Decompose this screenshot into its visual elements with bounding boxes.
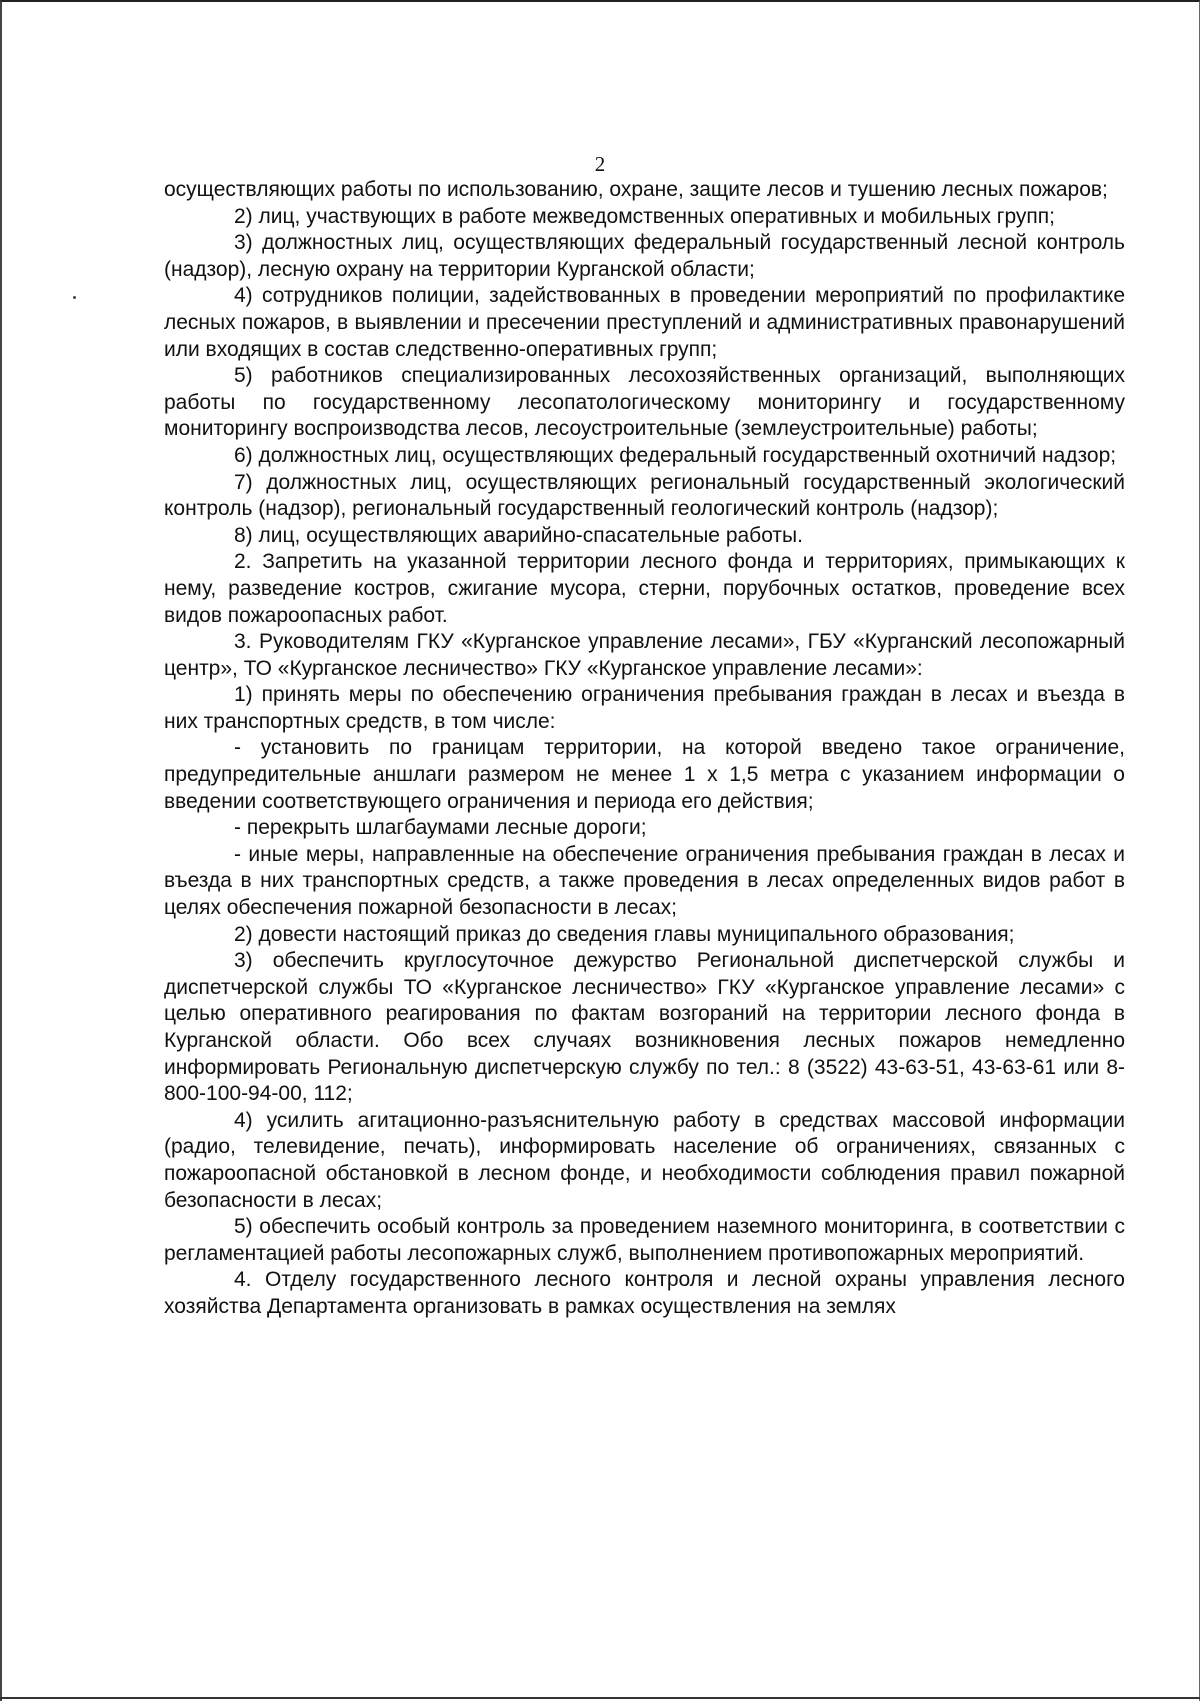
paragraph: 4) сотрудников полиции, задействованных в проведении мероприятий по профилактике лесных пожаров, в выявлении и пресечении преступлений и административных правонарушений или входящих в состав следственно-оперативных групп; [164, 284, 1125, 361]
paragraph: 2) довести настоящий приказ до сведения главы муниципального образования; [234, 922, 1015, 946]
paragraph: 5) работников специализированных лесохозяйственных организаций, выполняющих работы по государственному лесопатологическому мониторингу и государственному мониторингу воспроизводства лесов, лесоустроительные (землеустроительные) работы; [164, 364, 1125, 441]
paragraph: 8) лиц, осуществляющих аварийно-спасательные работы. [234, 523, 803, 547]
paragraph: - установить по границам территории, на которой введено такое ограничение, предупредительные аншлаги размером не менее 1 х 1,5 метра с указанием информации о введении соответствующего ограничения и периода его действия; [164, 736, 1125, 813]
page-number: 2 [594, 152, 606, 176]
paragraph: - перекрыть шлагбаумами лесные дороги; [234, 816, 647, 840]
scan-speck [73, 296, 76, 299]
paragraph: 2. Запретить на указанной территории лесного фонда и территориях, примыкающих к нему, разведение костров, сжигание мусора, стерни, порубочных остатков, проведение всех видов пожароопасных работ. [164, 550, 1125, 627]
paragraph: 3. Руководителям ГКУ «Курганское управление лесами», ГБУ «Курганский лесопожарный центр», ТО «Курганское лесничество» ГКУ «Курганское управление лесами»: [164, 630, 1125, 680]
paragraph: 5) обеспечить особый контроль за проведением наземного мониторинга, в соответствии с регламентацией работы лесопожарных служб, выполнением противопожарных мероприятий. [164, 1215, 1125, 1265]
paragraph: 7) должностных лиц, осуществляющих региональный государственный экологический контроль (надзор), региональный государственный геологический контроль (надзор); [164, 470, 1125, 521]
paragraph: 6) должностных лиц, осуществляющих федеральный государственный охотничий надзор; [234, 443, 1117, 467]
paragraph: 1) принять меры по обеспечению ограничения пребывания граждан в лесах и въезда в них транспортных средств, в том числе: [164, 683, 1125, 733]
paragraph: осуществляющих работы по использованию, охране, защите лесов и тушению лесных пожаров; [164, 178, 1108, 201]
bottom-border [0, 1697, 1200, 1699]
paragraph: 4) усилить агитационно-разъяснительную работу в средствах массовой информации (радио, телевидение, печать), информировать население об ограничениях, связанных с пожароопасной обстановкой в лесном фонде, и необходимости соблюдения правил пожарной безопасности в лесах; [164, 1108, 1125, 1212]
document-body [164, 177, 1125, 1321]
paragraph: 4. Отделу государственного лесного контроля и лесной охраны управления лесного хозяйства Департамента организовать в рамках осуществления на землях [164, 1268, 1125, 1318]
paragraph: - иные меры, направленные на обеспечение ограничения пребывания граждан в лесах и въезда в них транспортных средств, а также проведения в лесах определенных видов работ в целях обеспечения пожарной безопасности в лесах; [164, 842, 1125, 920]
paragraph: 2) лиц, участвующих в работе межведомственных оперативных и мобильных групп; [234, 204, 1055, 228]
paragraph: 3) обеспечить круглосуточное дежурство Региональной диспетчерской службы и диспетчерской службы ТО «Курганское лесничество» ГКУ «Курганское управление лесами» с целью оперативного реагирования по фактам возгораний на территории лесного фонда в Курганской области. Обо всех случаях возникновения лесных пожаров немедленно информировать Региональную диспетчерскую службу по тел.: 8 (3522) 43-63-51, 43-63-61 или 8-800-100-94-00, 112; [164, 949, 1125, 1106]
paragraph: 3) должностных лиц, осуществляющих федеральный государственный лесной контроль (надзор), лесную охрану на территории Курганской области; [164, 231, 1125, 281]
